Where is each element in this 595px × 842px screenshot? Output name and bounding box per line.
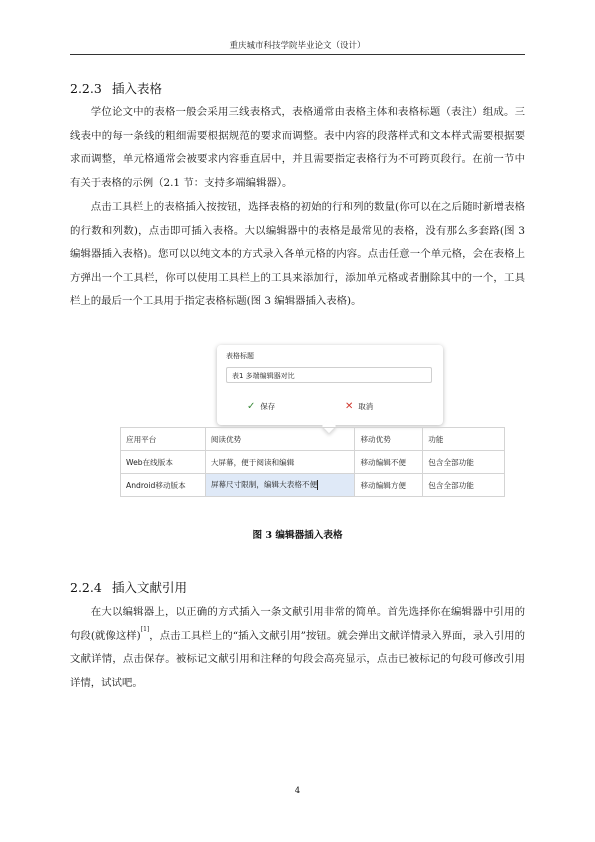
section-heading-2-2-3 bbox=[70, 79, 162, 97]
table-cell[interactable]: 大屏幕，便于阅读和编辑 bbox=[205, 451, 355, 474]
paragraph bbox=[70, 601, 525, 695]
paragraph-text: 在大以编辑器上，以正确的方式插入一条文献引用非常的简单。首先选择你在编辑器中引用的句段(就像这样) bbox=[70, 606, 525, 642]
paragraph-text: ，点击工具栏上的“插入文献引用”按钮。就会弹出文献详情录入界面，录入引用的文献详情，点击保存。被标记文献引用和注释的句段会高亮显示，点击已被标记的句段可修改引用详情，试试吧。 bbox=[70, 629, 525, 689]
figure-caption: 图 3 编辑器插入表格 bbox=[252, 530, 343, 541]
cancel-label: 取消 bbox=[358, 402, 374, 411]
popup-label: 表格标题 bbox=[226, 352, 254, 360]
table-cell-selected[interactable] bbox=[205, 474, 355, 497]
section-number: 2.2.3 bbox=[70, 81, 102, 96]
paragraph: 学位论文中的表格一般会采用三线表格式，表格通常由表格主体和表格标题（表注）组成。三线表中的每一条线的粗细需要根据规范的要求而调整。表中内容的段落样式和文本样式需要根据要求而调整，单元格通常会被要求内容垂直居中，并且需要指定表格行为不可跨页段行。在前一节中有关于表格的示例（2.1 节：支持多端编辑器）。 bbox=[70, 106, 525, 189]
page-header bbox=[70, 40, 525, 55]
table-cell[interactable]: 移动编辑方便 bbox=[355, 474, 423, 497]
check-icon: ✓ bbox=[247, 401, 256, 412]
citation-marker[interactable]: [1] bbox=[140, 625, 150, 633]
section-title: 插入表格 bbox=[112, 81, 163, 96]
close-icon: ✕ bbox=[345, 401, 354, 412]
comparison-table bbox=[120, 427, 505, 497]
section-number: 2.2.4 bbox=[70, 580, 102, 595]
section-title: 插入文献引用 bbox=[112, 580, 188, 595]
table-header-cell[interactable]: 阅读优势 bbox=[205, 428, 355, 451]
table-header-cell[interactable]: 移动优势 bbox=[355, 428, 423, 451]
table-cell[interactable]: 移动编辑不便 bbox=[355, 451, 423, 474]
table-cell[interactable]: 包含全部功能 bbox=[423, 451, 505, 474]
table-header-cell[interactable]: 应用平台 bbox=[121, 428, 206, 451]
table-header-row bbox=[121, 428, 505, 451]
page-number: 4 bbox=[294, 786, 301, 796]
cell-text: 屏幕尺寸限制，编辑大表格不便 bbox=[210, 480, 318, 490]
cancel-button[interactable] bbox=[345, 401, 373, 412]
text-cursor bbox=[317, 480, 318, 490]
table-cell[interactable]: Android移动版本 bbox=[121, 474, 206, 497]
table-caption-popup bbox=[217, 345, 443, 425]
table-header-cell[interactable]: 功能 bbox=[423, 428, 505, 451]
table-cell[interactable]: Web在线版本 bbox=[121, 451, 206, 474]
save-button[interactable] bbox=[247, 401, 275, 412]
section-heading-2-2-4 bbox=[70, 578, 187, 596]
save-label: 保存 bbox=[260, 402, 276, 411]
table-row bbox=[121, 474, 505, 497]
table-cell[interactable]: 包含全部功能 bbox=[423, 474, 505, 497]
paragraph: 点击工具栏上的表格插入按按钮，选择表格的初始的行和列的数量(你可以在之后随时新增表格的行数和列数)，点击即可插入表格。大以编辑器中的表格是最常见的表格，没有那么多套路(图 3 编辑器插入表格)。您可以以纯文本的方式录入各单元格的内容。点击任意一个单元格，会在表格上方弹出一个工具栏，你可以使用工具栏上的工具来添加行，添加单元格或者删除其中的一个，工具栏上的最后一个工具用于指定表格标题(图 3 编辑器插入表格)。 bbox=[70, 201, 525, 308]
caption-input[interactable]: 表1 多端编辑器对比 bbox=[226, 367, 432, 383]
table-row bbox=[121, 451, 505, 474]
figure-editor-table bbox=[120, 343, 505, 499]
header-title: 重庆城市科技学院毕业论文（设计） bbox=[229, 41, 366, 51]
